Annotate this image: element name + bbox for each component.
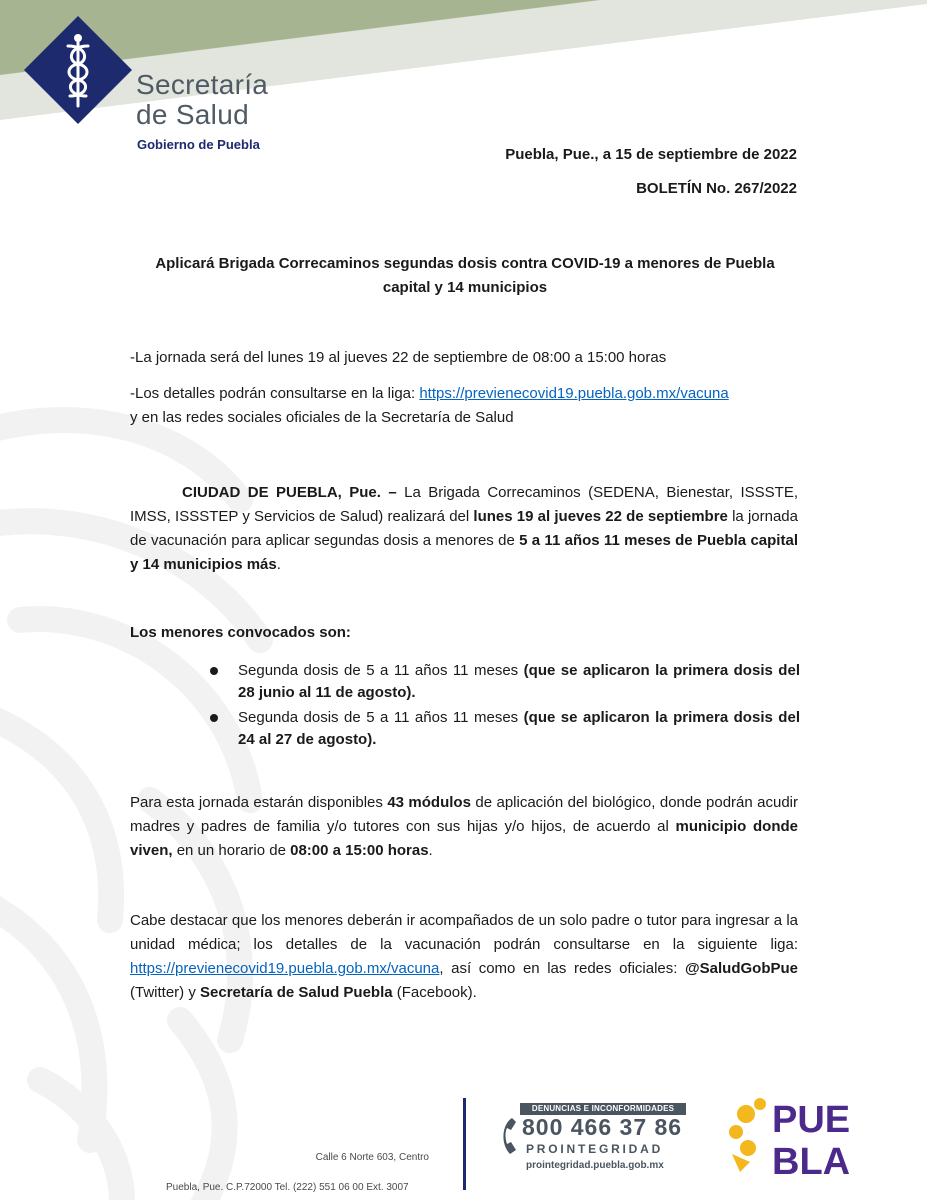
- logo-title-line1: Secretaría: [136, 69, 269, 100]
- body2-bold-1: 43 módulos: [387, 794, 471, 811]
- body2-text-4: .: [428, 842, 433, 859]
- puebla-logo-line1: PUE: [772, 1099, 851, 1141]
- body-paragraph-3: [130, 909, 798, 1005]
- prointegridad-phone: 800 466 37 86: [522, 1114, 683, 1140]
- body1-text-1: La Brigada Correcaminos (SEDENA, Bienestar, ISSSTE, IMSS, ISSSTEP y Servicios de Salud) realizará del: [130, 484, 798, 525]
- highlight-2: [130, 382, 798, 430]
- bullet-icon: [210, 714, 218, 722]
- document-date: Puebla, Pue., a 15 de septiembre de 2022: [505, 146, 797, 163]
- body-paragraph-2: [130, 791, 798, 863]
- body2-bold-3: 08:00 a 15:00 horas: [290, 842, 429, 859]
- flower-icon: [729, 1098, 766, 1172]
- list-item: [210, 660, 800, 704]
- puebla-logo-line2: BLA: [772, 1141, 851, 1180]
- body3-text-1: Cabe destacar que los menores deberán ir acompañados de un solo padre o tutor para ingresar a la unidad médica; los detalles de la vacunación podrán consultarse en la siguiente liga:: [130, 912, 798, 953]
- body-paragraph-1: [130, 481, 798, 577]
- vaccine-info-link-2[interactable]: https://previenecovid19.puebla.gob.mx/vacuna: [130, 960, 440, 977]
- highlight-2-suffix: y en las redes sociales oficiales de la Secretaría de Salud: [130, 409, 514, 426]
- list-item-bold: (que se aplicaron la primera dosis del 28 junio al 11 de agosto).: [238, 662, 800, 701]
- highlight-2-prefix: -Los detalles podrán consultarse en la liga:: [130, 385, 420, 402]
- caduceus-icon: [22, 14, 134, 126]
- beneficiaries-list: [210, 660, 800, 754]
- body3-text-2: , así como en las redes oficiales:: [439, 960, 686, 977]
- headline-line2: capital y 14 municipios: [382, 279, 548, 296]
- body2-bold-2: municipio donde viven,: [130, 818, 798, 859]
- bulletin-number: BOLETÍN No. 267/2022: [636, 180, 797, 197]
- vaccine-info-link[interactable]: https://previenecovid19.puebla.gob.mx/vacuna: [419, 385, 729, 402]
- list-item-text: Segunda dosis de 5 a 11 años 11 meses: [238, 709, 524, 726]
- headline: [130, 252, 800, 300]
- body2-text-2: de aplicación del biológico, donde podrán acudir madres y padres de familia y/o tutores con sus hijas y/o hijos, de acuerdo al: [130, 794, 799, 835]
- footer-address-line1: Calle 6 Norte 603, Centro: [315, 1152, 429, 1163]
- facebook-page: Secretaría de Salud Puebla: [200, 984, 393, 1001]
- footer-divider: [463, 1098, 466, 1190]
- prointegridad-logo: [498, 1100, 688, 1180]
- body2-text-3: en un horario de: [172, 842, 291, 859]
- list-heading: Los menores convocados son:: [130, 624, 351, 641]
- footer-address-line2: Puebla, Pue. C.P.72000 Tel. (222) 551 06 00 Ext. 3007: [166, 1182, 409, 1193]
- body3-text-4: (Facebook).: [392, 984, 477, 1001]
- logo-title-line2: de Salud: [136, 99, 249, 130]
- list-item-text: Segunda dosis de 5 a 11 años 11 meses: [238, 662, 524, 679]
- body2-text-1: Para esta jornada estarán disponibles: [130, 794, 388, 811]
- body1-text-3: .: [276, 556, 281, 573]
- list-item-bold: (que se aplicaron la primera dosis del 24 al 27 de agosto).: [238, 709, 800, 748]
- twitter-handle: @SaludGobPue: [685, 960, 798, 977]
- body1-bold-2: 5 a 11 años 11 meses de Puebla capital y 14 municipios más: [130, 532, 798, 573]
- body1-bold-1: lunes 19 al jueves 22 de septiembre: [473, 508, 728, 525]
- body3-text-3: (Twitter) y: [130, 984, 200, 1001]
- dateline: CIUDAD DE PUEBLA, Pue. –: [182, 484, 397, 501]
- headline-line1: Aplicará Brigada Correcaminos segundas dosis contra COVID-19 a menores de Puebla: [155, 255, 775, 272]
- bullet-icon: [210, 667, 218, 675]
- prointegridad-name: PROINTEGRIDAD: [526, 1142, 664, 1156]
- list-item: [210, 707, 800, 751]
- prointegridad-url: prointegridad.puebla.gob.mx: [526, 1160, 664, 1171]
- highlight-1: -La jornada será del lunes 19 al jueves 22 de septiembre de 08:00 a 15:00 horas: [130, 349, 667, 366]
- body1-text-2: la jornada de vacunación para aplicar segundas dosis a menores de: [130, 508, 798, 549]
- logo-government: Gobierno de Puebla: [137, 137, 260, 152]
- prointegridad-banner: DENUNCIAS E INCONFORMIDADES: [520, 1103, 686, 1115]
- puebla-logo: [728, 1092, 860, 1180]
- phone-handset-icon: [498, 1114, 522, 1158]
